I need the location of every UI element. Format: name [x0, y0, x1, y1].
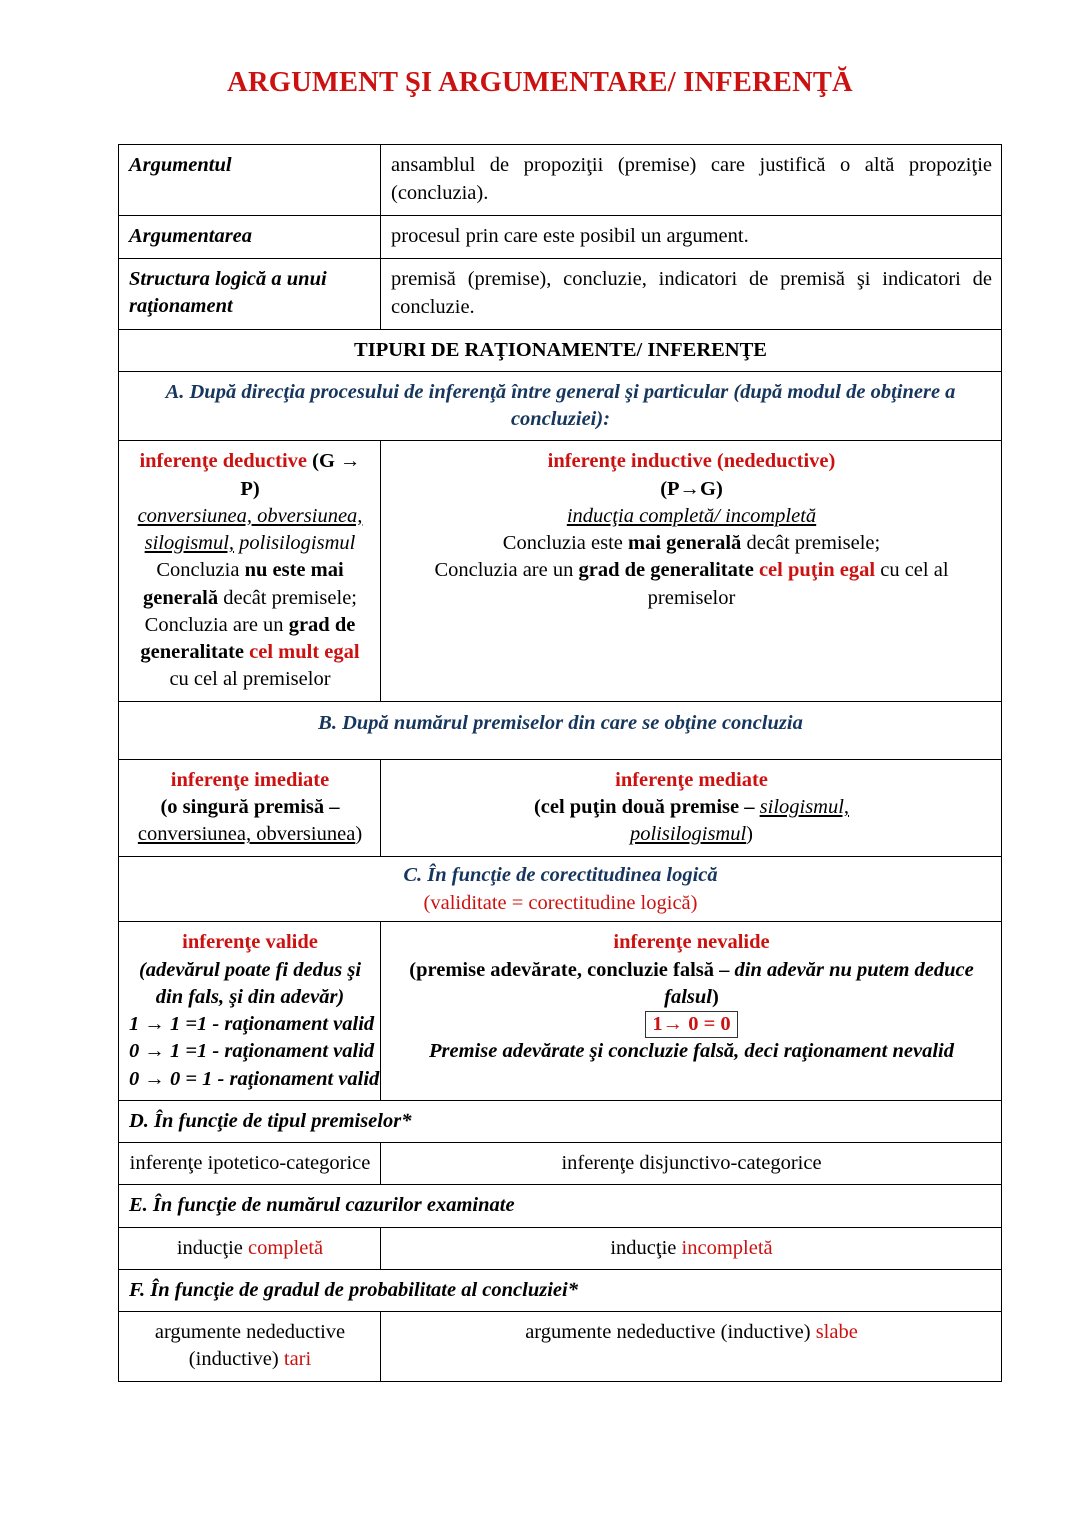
types-banner: TIPURI DE RAŢIONAMENTE/ INFERENŢE [119, 329, 1002, 371]
section-c-header-cell [119, 856, 1002, 922]
section-f-left-plain: argumente nedeductive (inductive) [154, 1321, 346, 1371]
deductive-heading [129, 448, 371, 503]
deductive-heading-symbol: (G → P) [240, 450, 361, 500]
table-row [119, 258, 1002, 329]
table-row [119, 441, 1002, 701]
section-e-left-plain: inducţie [176, 1236, 249, 1259]
section-f-right [381, 1312, 1002, 1382]
deductive-examples [129, 503, 371, 558]
section-f-right-red: slabe [815, 1321, 858, 1344]
inductive-examples [391, 503, 992, 530]
deductive-statement-1-pre: Concluzia [156, 559, 245, 582]
invalid-parenthetical [391, 957, 992, 1012]
valid-heading: inferenţe valide [182, 931, 318, 954]
inductive-statement-1-bold: mai generală [628, 532, 742, 555]
table-row [119, 371, 1002, 441]
table-row [119, 1100, 1002, 1142]
section-c-header: C. În funcţie de corectitudinea logică [403, 863, 718, 886]
definition-text-cell [381, 258, 1002, 329]
invalid-conclusion: Premise adevărate şi concluzie falsă, deci raţionament nevalid [429, 1040, 954, 1063]
table-row [119, 145, 1002, 216]
deductive-statement-2-pre: Concluzia are un [144, 613, 289, 636]
inductive-statement-2-bold: grad de generalitate [578, 559, 754, 582]
definition-term: Argumentarea [129, 224, 253, 247]
table-row [119, 1312, 1002, 1382]
inductive-heading-red: inferenţe inductive (nedeductive) [547, 450, 836, 473]
definition-term: Structura logică a unui raţionament [129, 267, 327, 317]
mediate-heading: inferenţe mediate [615, 768, 768, 791]
immediate-examples-close: ) [355, 823, 363, 846]
section-e-right-plain: inducţie [610, 1236, 682, 1259]
mediate-examples-close: ) [746, 823, 753, 846]
section-d-right: inferenţe disjunctivo-categorice [381, 1143, 1002, 1185]
section-d-left: inferenţe ipotetico-categorice [119, 1143, 381, 1185]
section-e-right-red: incompletă [681, 1236, 773, 1259]
deductive-examples-plain: polisilogismul [239, 532, 356, 555]
definition-term-cell [119, 215, 381, 258]
section-c-subheader: (validitate = corectitudine logică) [423, 891, 698, 914]
table-row [119, 215, 1002, 258]
table-row [119, 1227, 1002, 1269]
mediate-detail-line1 [391, 794, 992, 821]
definition-text: ansamblul de propoziţii (premise) care justifică o altă propoziţie (concluzia). [391, 154, 992, 205]
section-f-left [119, 1312, 381, 1382]
mediate-detail-line2 [391, 821, 992, 848]
definition-term-cell [119, 258, 381, 329]
deductive-statement-1-bold: nu este mai generală [142, 559, 344, 609]
section-f-right-plain: argumente nedeductive (inductive) [525, 1321, 816, 1344]
inductive-statement-2-post: cu cel al premiselor [647, 559, 949, 609]
definition-text-cell [381, 215, 1002, 258]
mediate-example-1: silogismul, [759, 796, 850, 819]
deductive-statement-2-bold: grad de generalitate [140, 613, 356, 664]
invalid-inference-cell [381, 922, 1002, 1101]
table-row [119, 329, 1002, 371]
inductive-statement-2 [391, 557, 992, 612]
invalid-heading: inferenţe nevalide [613, 931, 770, 954]
deductive-statement-2-red: cel mult egal [249, 641, 360, 664]
immediate-detail-bold: (o singură premisă – [160, 796, 340, 819]
deductive-examples-underlined: conversiunea, obversiunea, silogismul, [137, 504, 363, 555]
mediate-detail-bold: (cel puţin două premise – [533, 796, 760, 819]
page-title: ARGUMENT ŞI ARGUMENTARE/ INFERENŢĂ [227, 67, 853, 98]
deductive-statement-1-post: decât premisele; [218, 586, 358, 609]
section-d-header: D. În funcţie de tipul premiselor* [119, 1100, 1002, 1142]
section-e-right [381, 1227, 1002, 1269]
immediate-heading: inferenţe imediate [170, 768, 330, 791]
mediate-inference-cell [381, 759, 1002, 856]
deductive-statement-2 [129, 612, 371, 694]
mediate-example-2: polisilogismul [629, 823, 747, 846]
immediate-inference-cell [119, 759, 381, 856]
table-row [119, 1185, 1002, 1227]
valid-inference-cell [119, 922, 381, 1101]
deductive-heading-red: inferenţe deductive [139, 450, 308, 473]
inductive-examples-underlined: inducţia completă/ incompletă [566, 504, 817, 527]
definition-text: procesul prin care este posibil un argument. [391, 224, 749, 247]
deductive-statement-2-post: cu cel al premiselor [169, 668, 331, 691]
valid-rule: 0 → 0 = 1 - raţionament valid [129, 1067, 380, 1090]
invalid-parenthetical-italic: din adevăr nu putem deduce falsul [664, 958, 974, 1008]
definition-term: Argumentul [129, 154, 232, 177]
section-e-left [119, 1227, 381, 1269]
deductive-inference-cell [119, 441, 381, 701]
table-row [119, 1143, 1002, 1185]
definition-text-cell [381, 145, 1002, 216]
immediate-examples-underlined: conversiunea, obversiunea [137, 823, 356, 846]
inductive-statement-1 [391, 530, 992, 557]
inductive-statement-1-pre: Concluzia este [502, 532, 629, 555]
definition-text: premisă (premise), concluzie, indicatori de premisă şi indicatori de concluzie. [391, 267, 992, 318]
valid-parenthetical: (adevărul poate fi dedus şi din fals, şi din adevăr) [138, 958, 362, 1008]
inductive-statement-1-post: decât premisele; [741, 532, 881, 555]
definition-term-cell [119, 145, 381, 216]
section-e-left-red: completă [248, 1236, 324, 1259]
main-table [118, 144, 1002, 1382]
table-row [119, 1269, 1002, 1311]
section-a-header: A. După direcţia procesului de inferenţă între general şi particular (după modul de obţinere a concluziei): [119, 371, 1002, 441]
deductive-statement-1 [129, 557, 371, 612]
inductive-statement-2-pre: Concluzia are un [434, 559, 579, 582]
inductive-heading [391, 448, 992, 475]
section-e-header: E. În funcţie de numărul cazurilor examinate [119, 1185, 1002, 1227]
inductive-statement-2-red: cel puţin egal [758, 559, 876, 582]
table-row [119, 701, 1002, 759]
immediate-detail-examples [129, 821, 371, 848]
section-b-header: B. După numărul premiselor din care se obţine concluzia [119, 701, 1002, 759]
section-f-header: F. În funcţie de gradul de probabilitate al concluziei* [119, 1269, 1002, 1311]
inductive-heading-symbol: (P→G) [660, 477, 723, 500]
table-row [119, 922, 1002, 1101]
valid-rule: 1 → 1 =1 - raţionament valid [129, 1013, 375, 1036]
invalid-formula-wrap [391, 1011, 992, 1038]
table-row [119, 759, 1002, 856]
section-f-left-red: tari [283, 1348, 312, 1371]
invalid-boxed-formula: 1→ 0 = 0 [645, 1011, 737, 1038]
valid-rule: 0 → 1 =1 - raţionament valid [129, 1040, 375, 1063]
inductive-inference-cell [381, 441, 1002, 701]
invalid-parenthetical-close: ) [712, 985, 719, 1008]
invalid-parenthetical-bold: (premise adevărate, concluzie falsă – [409, 958, 735, 981]
table-row [119, 856, 1002, 922]
